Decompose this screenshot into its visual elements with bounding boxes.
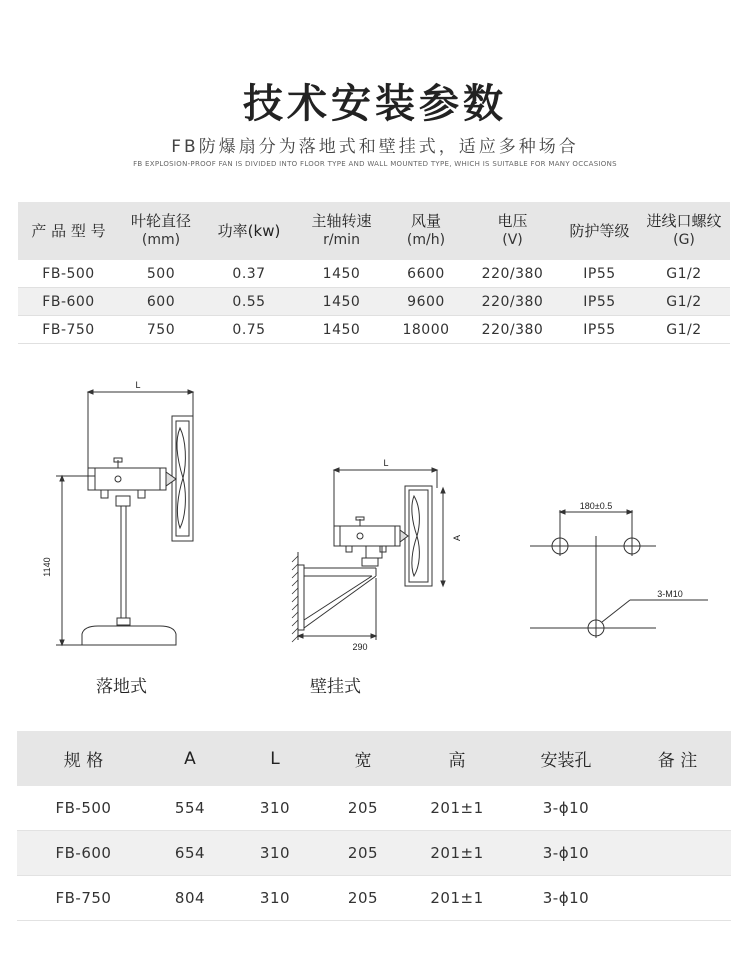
table-cell: 220/380 [464,288,561,316]
table-cell [624,831,731,876]
table-cell: G1/2 [638,288,730,316]
table-cell: 1450 [295,288,388,316]
table-cell: FB-600 [17,831,150,876]
table-cell: 18000 [388,316,464,344]
holes-count-label: 3-M10 [657,589,683,599]
table-cell: 1450 [295,316,388,344]
install-header-height: 高 [406,731,508,786]
spec-header-model: 产 品 型 号 [18,202,119,260]
floor-caption: 落地式 [96,677,147,697]
spec-header-diameter: 叶轮直径 (mm) [119,202,203,260]
table-cell: 6600 [388,260,464,288]
install-table-header-row [17,731,731,786]
table-cell: 0.55 [203,288,295,316]
table-cell: 310 [230,876,320,921]
page-subtitle-english: FB EXPLOSION-PROOF FAN IS DIVIDED INTO FLOOR TYPE AND WALL MOUNTED TYPE, WHICH IS SUITABLE FOR MANY OCCASIONS [133,160,617,168]
install-header-width: 宽 [320,731,406,786]
table-row [18,288,730,316]
floor-dim-height: 1140 [42,557,52,577]
spec-header-protection: 防护等级 [561,202,638,260]
diagram-drawing [0,372,750,712]
table-cell: 654 [150,831,230,876]
spec-header-power: 功率(kw) [203,202,295,260]
table-cell: 201±1 [406,831,508,876]
spec-header-airflow: 风量 (m/h) [388,202,464,260]
table-row [17,831,731,876]
table-cell: 205 [320,831,406,876]
table-cell: FB-750 [17,876,150,921]
floor-dim-l: L [135,380,141,390]
table-cell: FB-600 [18,288,119,316]
table-cell: 205 [320,876,406,921]
spec-table-header-row [18,202,730,260]
mounting-holes-drawing [530,510,708,638]
spec-header-thread: 进线口螺纹 (G) [638,202,730,260]
spec-header-voltage: 电压 (V) [464,202,561,260]
table-row [17,876,731,921]
table-cell: 9600 [388,288,464,316]
page-title: 技术安装参数 [243,81,507,127]
table-cell: G1/2 [638,316,730,344]
wall-fan-drawing [292,468,445,642]
table-cell [624,876,731,921]
table-row [17,786,731,831]
install-header-a: A [150,731,230,786]
table-cell: 0.37 [203,260,295,288]
install-header-spec: 规 格 [17,731,150,786]
install-header-l: L [230,731,320,786]
table-cell: G1/2 [638,260,730,288]
table-cell [624,786,731,831]
table-cell: FB-500 [17,786,150,831]
table-row [18,260,730,288]
table-cell: 1450 [295,260,388,288]
wall-dim-base: 290 [352,642,368,652]
table-cell: 201±1 [406,786,508,831]
table-cell: 804 [150,876,230,921]
holes-spacing-label: 180±0.5 [579,501,613,511]
table-cell: 3-ϕ10 [508,786,624,831]
install-header-remark: 备 注 [624,731,731,786]
table-cell: 310 [230,786,320,831]
table-cell: 3-ϕ10 [508,876,624,921]
table-cell: 3-ϕ10 [508,831,624,876]
installation-diagrams [0,372,750,712]
table-cell: 600 [119,288,203,316]
table-cell: 310 [230,831,320,876]
table-row [18,316,730,344]
floor-fan-drawing [56,390,193,645]
table-cell: IP55 [561,288,638,316]
table-cell: 750 [119,316,203,344]
install-table [17,731,731,921]
table-cell: 554 [150,786,230,831]
spec-table [18,202,730,344]
wall-dim-l: L [383,458,389,468]
table-cell: 220/380 [464,260,561,288]
table-cell: 0.75 [203,316,295,344]
table-cell: 205 [320,786,406,831]
table-cell: FB-500 [18,260,119,288]
wall-caption: 壁挂式 [310,677,361,697]
table-cell: 220/380 [464,316,561,344]
table-cell: 500 [119,260,203,288]
install-header-holes: 安装孔 [508,731,624,786]
table-cell: IP55 [561,260,638,288]
page-subtitle: FB防爆扇分为落地式和壁挂式，适应多种场合 [171,137,579,157]
wall-dim-a: A [452,534,462,542]
table-cell: 201±1 [406,876,508,921]
table-cell: IP55 [561,316,638,344]
spec-header-speed: 主轴转速 r/min [295,202,388,260]
table-cell: FB-750 [18,316,119,344]
